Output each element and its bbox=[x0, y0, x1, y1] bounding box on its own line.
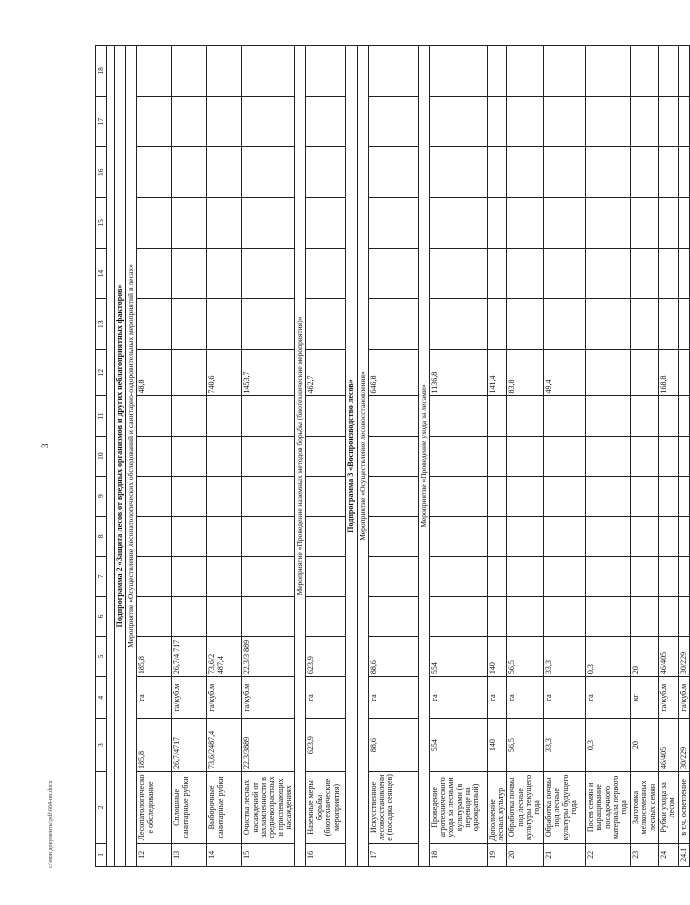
table-cell bbox=[543, 436, 585, 476]
measure-forest-care-title: Мероприятие «Проведение ухода за лесами» bbox=[418, 46, 429, 867]
row-value-cell: 185,8 bbox=[137, 719, 172, 772]
table-cell bbox=[678, 350, 689, 396]
table-cell bbox=[678, 147, 689, 198]
table-cell bbox=[543, 198, 585, 249]
table-cell bbox=[658, 248, 678, 299]
table-row bbox=[630, 46, 658, 867]
row-value-cell: 20 bbox=[630, 719, 658, 772]
row-unit-cell: га bbox=[585, 677, 630, 719]
table-cell bbox=[172, 516, 207, 556]
table-cell bbox=[306, 96, 346, 147]
table-cell: 1136,8 bbox=[429, 350, 487, 396]
table-cell bbox=[630, 476, 658, 516]
table-cell bbox=[172, 396, 207, 436]
table-cell bbox=[630, 436, 658, 476]
table-cell bbox=[137, 596, 172, 636]
row-value-cell: 22,3/3889 bbox=[242, 719, 295, 772]
table-cell bbox=[507, 299, 544, 350]
table-cell bbox=[172, 436, 207, 476]
table-cell bbox=[137, 556, 172, 596]
column-number-row bbox=[96, 46, 107, 867]
table-cell bbox=[487, 147, 507, 198]
row-total-cell: 88,6 bbox=[368, 637, 418, 677]
table-cell bbox=[543, 96, 585, 147]
col-header: 16 bbox=[96, 147, 107, 198]
table-cell bbox=[543, 248, 585, 299]
table-cell bbox=[429, 396, 487, 436]
table-cell bbox=[630, 350, 658, 396]
col-header: 12 bbox=[96, 350, 107, 396]
table-cell bbox=[368, 516, 418, 556]
table-cell bbox=[585, 596, 630, 636]
table-cell bbox=[678, 596, 689, 636]
table-cell bbox=[306, 436, 346, 476]
table-cell bbox=[429, 596, 487, 636]
table-cell bbox=[507, 436, 544, 476]
row-total-cell: 46/405 bbox=[658, 637, 678, 677]
table-cell bbox=[507, 248, 544, 299]
row-number-cell: 12 bbox=[137, 843, 172, 866]
subprogram-2-title: Подпрограмма 2 «Защита лесов от вредных организмов и других неблагоприятных факторов» bbox=[114, 46, 125, 867]
table-cell bbox=[137, 396, 172, 436]
table-cell bbox=[658, 516, 678, 556]
table-cell bbox=[429, 556, 487, 596]
row-total-cell: 30/229 bbox=[678, 637, 689, 677]
program-measures-table bbox=[95, 45, 690, 867]
row-number-cell: 17 bbox=[368, 843, 418, 866]
table-cell bbox=[630, 516, 658, 556]
table-row bbox=[487, 46, 507, 867]
table-cell bbox=[172, 46, 207, 97]
table-cell bbox=[543, 476, 585, 516]
row-name-cell: Искусственное лесовосстановление (посадка сеянцев) bbox=[368, 772, 418, 844]
table-cell bbox=[207, 436, 242, 476]
table-cell bbox=[368, 476, 418, 516]
row-number-cell: 15 bbox=[242, 843, 295, 866]
row-name-cell: Очистка лесных насаждений от захламленности в средневозрастных и приспевающих насаждениях bbox=[242, 772, 295, 844]
table-cell bbox=[507, 516, 544, 556]
table-cell bbox=[306, 46, 346, 97]
table-cell bbox=[678, 396, 689, 436]
table-cell bbox=[585, 350, 630, 396]
table-cell bbox=[487, 516, 507, 556]
table-cell bbox=[585, 436, 630, 476]
table-cell bbox=[368, 396, 418, 436]
table-cell bbox=[429, 96, 487, 147]
table-cell bbox=[242, 436, 295, 476]
table-cell bbox=[678, 556, 689, 596]
table-cell bbox=[658, 96, 678, 147]
row-unit-cell: га bbox=[306, 677, 346, 719]
table-cell bbox=[368, 436, 418, 476]
table-row bbox=[207, 46, 242, 867]
table-cell: 141,4 bbox=[487, 350, 507, 396]
table-cell bbox=[507, 147, 544, 198]
table-cell bbox=[658, 556, 678, 596]
table-cell bbox=[543, 299, 585, 350]
table-cell bbox=[429, 516, 487, 556]
table-cell bbox=[585, 96, 630, 147]
table-cell bbox=[630, 248, 658, 299]
row-unit-cell: га bbox=[507, 677, 544, 719]
table-cell bbox=[507, 476, 544, 516]
table-cell bbox=[487, 96, 507, 147]
row-value-cell: 46/405 bbox=[658, 719, 678, 772]
table-row bbox=[543, 46, 585, 867]
col-header: 18 bbox=[96, 46, 107, 97]
table-cell bbox=[137, 248, 172, 299]
table-cell bbox=[368, 596, 418, 636]
table-cell bbox=[207, 596, 242, 636]
table-row bbox=[368, 46, 418, 867]
table-cell bbox=[207, 147, 242, 198]
row-value-cell: 30/229 bbox=[678, 719, 689, 772]
table-cell bbox=[429, 46, 487, 97]
row-name-cell: Лесопатологическое обследование bbox=[137, 772, 172, 844]
row-number-cell: 16 bbox=[306, 843, 346, 866]
table-cell bbox=[543, 556, 585, 596]
table-cell bbox=[543, 147, 585, 198]
table-cell bbox=[585, 46, 630, 97]
subprogram-3-title: Подпрограмма 3 «Воспроизводство лесов» bbox=[346, 46, 357, 867]
row-value-cell: 88,6 bbox=[368, 719, 418, 772]
row-name-cell: Рубки ухода за лесом bbox=[658, 772, 678, 844]
row-value-cell: 623,9 bbox=[306, 719, 346, 772]
row-unit-cell: га bbox=[429, 677, 487, 719]
table-cell bbox=[306, 556, 346, 596]
table-cell bbox=[678, 248, 689, 299]
table-cell: 49,4 bbox=[543, 350, 585, 396]
table-cell bbox=[630, 46, 658, 97]
table-cell bbox=[172, 299, 207, 350]
row-unit-cell: га bbox=[543, 677, 585, 719]
table-cell bbox=[658, 476, 678, 516]
table-cell bbox=[242, 299, 295, 350]
table-cell bbox=[207, 46, 242, 97]
table-cell bbox=[678, 96, 689, 147]
row-unit-cell: га/куб.м bbox=[172, 677, 207, 719]
table-cell bbox=[678, 516, 689, 556]
measure-biotech-title: Мероприятие «Проведение наземных методов борьбы (биотехнические мероприятия)» bbox=[295, 46, 306, 867]
row-name-cell: Обработка почвы под лесные культуры текущего года bbox=[507, 772, 544, 844]
table-cell bbox=[242, 476, 295, 516]
table-cell bbox=[658, 596, 678, 636]
table-cell bbox=[630, 96, 658, 147]
row-total-cell: 0,3 bbox=[585, 637, 630, 677]
row-number-cell: 19 bbox=[487, 843, 507, 866]
table-cell bbox=[172, 96, 207, 147]
measure-sanitary-title: Мероприятие «Осуществление лесопатологических обследований и санитарно-оздоровительных мероприятий в лесах» bbox=[126, 46, 137, 867]
col-header: 1 bbox=[96, 843, 107, 866]
table-row bbox=[306, 46, 346, 867]
table-cell bbox=[630, 596, 658, 636]
row-total-cell: 26,7/4 717 bbox=[172, 637, 207, 677]
table-cell bbox=[487, 556, 507, 596]
table-row bbox=[507, 46, 544, 867]
row-total-cell: 33,3 bbox=[543, 637, 585, 677]
row-total-cell: 623,9 bbox=[306, 637, 346, 677]
table-cell bbox=[172, 198, 207, 249]
row-unit-cell: га/куб.м bbox=[678, 677, 689, 719]
table-cell bbox=[487, 436, 507, 476]
table-cell bbox=[172, 596, 207, 636]
row-name-cell: Обработка почвы под лесные культуры будущего года bbox=[543, 772, 585, 844]
table-cell: 646,8 bbox=[368, 350, 418, 396]
table-row bbox=[585, 46, 630, 867]
col-header: 3 bbox=[96, 719, 107, 772]
table-cell bbox=[543, 396, 585, 436]
col-header: 13 bbox=[96, 299, 107, 350]
row-unit-cell: га bbox=[368, 677, 418, 719]
table-row bbox=[429, 46, 487, 867]
table-cell bbox=[306, 299, 346, 350]
row-value-cell: 33,3 bbox=[543, 719, 585, 772]
row-total-cell: 73,6/2 487,4 bbox=[207, 637, 242, 677]
table-cell bbox=[368, 248, 418, 299]
page-number: 3 bbox=[40, 443, 50, 448]
table-cell bbox=[137, 516, 172, 556]
table-cell: 1453,7 bbox=[242, 350, 295, 396]
row-name-cell: Выборочные санитарные рубки bbox=[207, 772, 242, 844]
row-number-cell: 23 bbox=[630, 843, 658, 866]
measure-reforestation-title: Мероприятие «Осуществление лесовосстановления» bbox=[357, 46, 368, 867]
row-value-cell: 56,5 bbox=[507, 719, 544, 772]
table-row bbox=[242, 46, 295, 867]
table-cell bbox=[242, 516, 295, 556]
table-row bbox=[137, 46, 172, 867]
table-cell bbox=[368, 556, 418, 596]
table-cell bbox=[242, 147, 295, 198]
table-cell bbox=[368, 96, 418, 147]
table-cell bbox=[658, 436, 678, 476]
table-cell bbox=[429, 147, 487, 198]
table-cell bbox=[630, 556, 658, 596]
row-name-cell: Наземные меры борьбы (биотехнические мероприятия) bbox=[306, 772, 346, 844]
table-cell bbox=[172, 556, 207, 596]
table-cell bbox=[543, 516, 585, 556]
table-cell bbox=[242, 198, 295, 249]
row-name-cell: Сплошные санитарные рубки bbox=[172, 772, 207, 844]
row-value-cell: 73,6/2487,4 bbox=[207, 719, 242, 772]
col-header: 11 bbox=[96, 396, 107, 436]
table-cell bbox=[207, 396, 242, 436]
row-name-cell: Проведение агротехнического ухода за лесными культурами (в переводе на однократный) bbox=[429, 772, 487, 844]
row-unit-cell: га/куб.м bbox=[242, 677, 295, 719]
row-unit-cell: га/куб.м bbox=[207, 677, 242, 719]
table-cell bbox=[306, 248, 346, 299]
table-cell bbox=[368, 46, 418, 97]
table-cell bbox=[429, 476, 487, 516]
table-cell bbox=[507, 396, 544, 436]
col-header: 15 bbox=[96, 198, 107, 249]
table-cell bbox=[207, 248, 242, 299]
table-cell bbox=[306, 596, 346, 636]
row-value-cell: 0,3 bbox=[585, 719, 630, 772]
row-number-cell: 21 bbox=[543, 843, 585, 866]
table-cell bbox=[678, 476, 689, 516]
table-cell bbox=[487, 596, 507, 636]
table-cell bbox=[368, 299, 418, 350]
table-cell bbox=[543, 596, 585, 636]
table-cell bbox=[306, 147, 346, 198]
table-cell bbox=[487, 198, 507, 249]
table-cell bbox=[207, 96, 242, 147]
row-unit-cell: кг bbox=[630, 677, 658, 719]
table-cell bbox=[306, 396, 346, 436]
row-value-cell: 26,7/4717 bbox=[172, 719, 207, 772]
table-cell bbox=[507, 556, 544, 596]
table-cell bbox=[487, 299, 507, 350]
table-cell bbox=[137, 96, 172, 147]
table-cell bbox=[678, 198, 689, 249]
table-cell bbox=[487, 396, 507, 436]
table-cell bbox=[137, 436, 172, 476]
row-name-cell: в т.ч. осветление bbox=[678, 772, 689, 844]
table-cell bbox=[242, 248, 295, 299]
table-cell bbox=[507, 596, 544, 636]
table-cell bbox=[368, 198, 418, 249]
row-number-cell: 24.1 bbox=[678, 843, 689, 866]
col-header: 17 bbox=[96, 96, 107, 147]
row-total-cell: 140 bbox=[487, 637, 507, 677]
row-number-cell: 18 bbox=[429, 843, 487, 866]
table-cell bbox=[658, 46, 678, 97]
table-cell bbox=[585, 299, 630, 350]
col-header: 6 bbox=[96, 596, 107, 636]
table-cell bbox=[242, 96, 295, 147]
table-cell bbox=[306, 516, 346, 556]
table-cell bbox=[137, 299, 172, 350]
row-number-cell: 13 bbox=[172, 843, 207, 866]
table-row bbox=[172, 46, 207, 867]
table-cell bbox=[630, 299, 658, 350]
row-number-cell: 22 bbox=[585, 843, 630, 866]
table-cell bbox=[487, 248, 507, 299]
row-name-cell: Заготовка мелкосеменных лесных семян bbox=[630, 772, 658, 844]
table-cell bbox=[585, 396, 630, 436]
table-cell bbox=[172, 476, 207, 516]
table-cell bbox=[630, 147, 658, 198]
table-cell bbox=[172, 248, 207, 299]
col-header: 7 bbox=[96, 556, 107, 596]
table-cell bbox=[585, 198, 630, 249]
row-total-cell: 20 bbox=[630, 637, 658, 677]
row-total-cell: 56,5 bbox=[507, 637, 544, 677]
row-total-cell: 185,8 bbox=[137, 637, 172, 677]
col-header: 4 bbox=[96, 677, 107, 719]
table-cell bbox=[585, 556, 630, 596]
table-cell bbox=[368, 147, 418, 198]
row-number-cell: 20 bbox=[507, 843, 544, 866]
col-header: 14 bbox=[96, 248, 107, 299]
table-cell bbox=[207, 516, 242, 556]
table-cell bbox=[585, 248, 630, 299]
table-cell bbox=[678, 299, 689, 350]
table-cell: 168,8 bbox=[658, 350, 678, 396]
table-cell bbox=[429, 299, 487, 350]
row-total-cell: 554 bbox=[429, 637, 487, 677]
table-cell: 83,8 bbox=[507, 350, 544, 396]
row-name-cell: Посев семян и выращивание посадочного материала первого года bbox=[585, 772, 630, 844]
row-number-cell: 24 bbox=[658, 843, 678, 866]
table-cell: 462,7 bbox=[306, 350, 346, 396]
table-cell bbox=[678, 46, 689, 97]
col-header: 9 bbox=[96, 476, 107, 516]
table-cell bbox=[207, 198, 242, 249]
table-cell bbox=[172, 350, 207, 396]
col-header: 8 bbox=[96, 516, 107, 556]
table-cell bbox=[543, 46, 585, 97]
table-cell bbox=[207, 556, 242, 596]
table-cell bbox=[658, 299, 678, 350]
row-unit-cell: га/куб.м bbox=[658, 677, 678, 719]
table-cell bbox=[207, 476, 242, 516]
table-cell bbox=[242, 556, 295, 596]
table-cell bbox=[487, 46, 507, 97]
table-cell bbox=[429, 436, 487, 476]
blank-separator-row bbox=[106, 46, 114, 867]
row-value-cell: 554 bbox=[429, 719, 487, 772]
table-cell bbox=[242, 396, 295, 436]
table-cell bbox=[585, 516, 630, 556]
table-row bbox=[658, 46, 678, 867]
row-unit-cell: га bbox=[137, 677, 172, 719]
table-cell bbox=[585, 476, 630, 516]
table-cell: 740,6 bbox=[207, 350, 242, 396]
table-cell bbox=[207, 299, 242, 350]
table-cell bbox=[507, 198, 544, 249]
table-cell bbox=[306, 476, 346, 516]
col-header: 2 bbox=[96, 772, 107, 844]
table-cell bbox=[487, 476, 507, 516]
table-cell bbox=[137, 46, 172, 97]
table-cell bbox=[242, 46, 295, 97]
table-cell bbox=[242, 596, 295, 636]
table-cell bbox=[585, 147, 630, 198]
table-cell bbox=[678, 436, 689, 476]
table-cell bbox=[306, 198, 346, 249]
table-cell bbox=[658, 396, 678, 436]
table-cell bbox=[137, 198, 172, 249]
table-cell bbox=[630, 198, 658, 249]
col-header: 10 bbox=[96, 436, 107, 476]
table-cell bbox=[429, 248, 487, 299]
col-header: 5 bbox=[96, 637, 107, 677]
table-cell: 48,8 bbox=[137, 350, 172, 396]
row-name-cell: Дополнение лесных культур bbox=[487, 772, 507, 844]
row-total-cell: 22,3/3 889 bbox=[242, 637, 295, 677]
table-cell bbox=[658, 198, 678, 249]
row-unit-cell: га bbox=[487, 677, 507, 719]
table-cell bbox=[507, 46, 544, 97]
row-number-cell: 14 bbox=[207, 843, 242, 866]
row-value-cell: 140 bbox=[487, 719, 507, 772]
table-cell bbox=[429, 198, 487, 249]
footer-file-path: c:\мои документы\pdf\664-нп.docx bbox=[48, 780, 54, 868]
table-cell bbox=[507, 96, 544, 147]
table-cell bbox=[172, 147, 207, 198]
table-cell bbox=[137, 476, 172, 516]
table-cell bbox=[658, 147, 678, 198]
table-cell bbox=[630, 396, 658, 436]
table-row bbox=[678, 46, 689, 867]
table-cell bbox=[137, 147, 172, 198]
